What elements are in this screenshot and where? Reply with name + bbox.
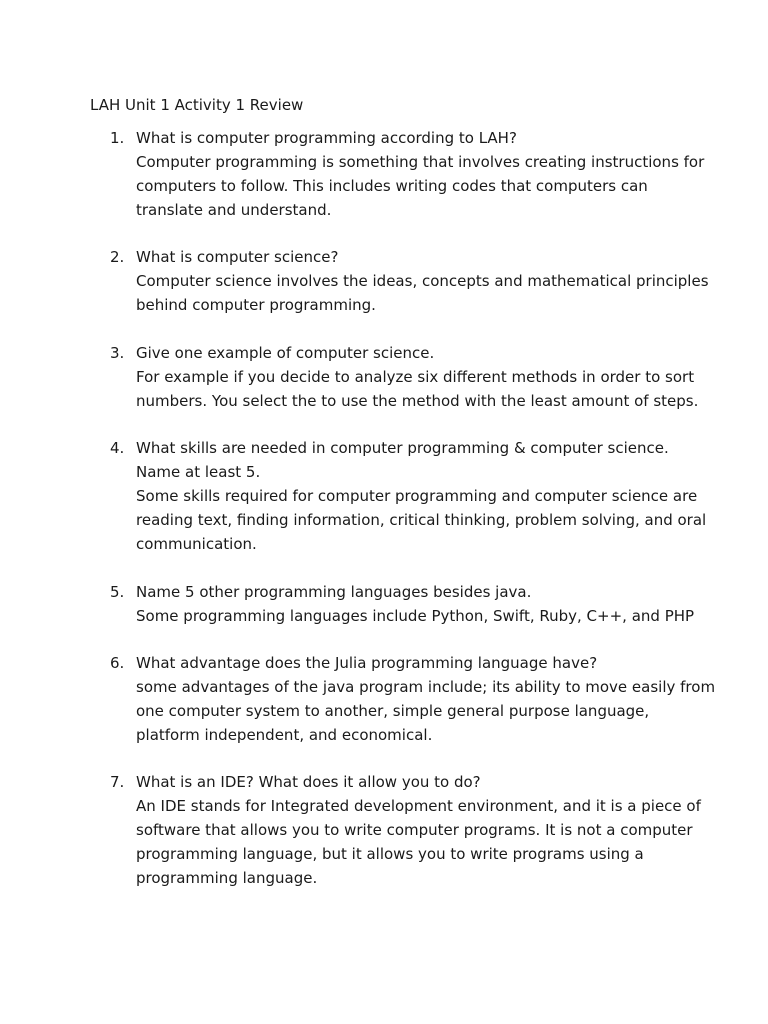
- answer-line: translate and understand.: [136, 201, 332, 219]
- question-text: Name 5 other programming languages besides java.: [136, 583, 532, 601]
- question-body: [136, 126, 710, 222]
- answer-line: Some programming languages include Python, Swift, Ruby, C++, and PHP: [136, 607, 695, 625]
- question-text: What advantage does the Julia programming language have?: [136, 654, 598, 672]
- question-body: [136, 580, 710, 628]
- question-item-7: [110, 770, 710, 890]
- answer-line: one computer system to another, simple general purpose language,: [136, 702, 650, 720]
- question-item-5: [110, 580, 710, 628]
- question-number: 6.: [110, 654, 125, 672]
- answer-line: communication.: [136, 535, 257, 553]
- answer-line: computers to follow. This includes writing codes that computers can: [136, 177, 648, 195]
- question-body: [136, 341, 710, 413]
- document-title: LAH Unit 1 Activity 1 Review: [90, 96, 304, 114]
- question-number: 2.: [110, 248, 125, 266]
- answer-line: programming language, but it allows you to write programs using a: [136, 845, 644, 863]
- question-body: [136, 770, 710, 890]
- answer-line: An IDE stands for Integrated development environment, and it is a piece of: [136, 797, 701, 815]
- answer-line: reading text, finding information, critical thinking, problem solving, and oral: [136, 511, 707, 529]
- question-text: What skills are needed in computer programming & computer science.: [136, 439, 669, 457]
- answer-line: For example if you decide to analyze six different methods in order to sort: [136, 368, 695, 386]
- question-item-1: [110, 126, 710, 222]
- question-item-4: [110, 436, 710, 556]
- question-body: [136, 245, 710, 317]
- answer-line: some advantages of the java program include; its ability to move easily from: [136, 678, 716, 696]
- answer-line: Some skills required for computer programming and computer science are: [136, 487, 698, 505]
- question-number: 7.: [110, 773, 125, 791]
- question-text: Give one example of computer science.: [136, 344, 435, 362]
- answer-line: behind computer programming.: [136, 296, 376, 314]
- question-number: 4.: [110, 439, 125, 457]
- question-text: Name at least 5.: [136, 463, 261, 481]
- answer-line: software that allows you to write computer programs. It is not a computer: [136, 821, 693, 839]
- question-text: What is computer programming according to LAH?: [136, 129, 517, 147]
- question-text: What is computer science?: [136, 248, 339, 266]
- answer-line: Computer science involves the ideas, concepts and mathematical principles: [136, 272, 709, 290]
- answer-line: numbers. You select the to use the method with the least amount of steps.: [136, 392, 699, 410]
- question-item-3: [110, 341, 710, 413]
- answer-line: Computer programming is something that involves creating instructions for: [136, 153, 705, 171]
- answer-line: platform independent, and economical.: [136, 726, 433, 744]
- question-item-2: [110, 245, 710, 317]
- question-number: 5.: [110, 583, 125, 601]
- question-body: [136, 436, 710, 556]
- question-item-6: [110, 651, 716, 747]
- question-number: 1.: [110, 129, 125, 147]
- question-text: What is an IDE? What does it allow you to do?: [136, 773, 481, 791]
- answer-line: programming language.: [136, 869, 318, 887]
- question-body: [136, 651, 716, 747]
- question-number: 3.: [110, 344, 125, 362]
